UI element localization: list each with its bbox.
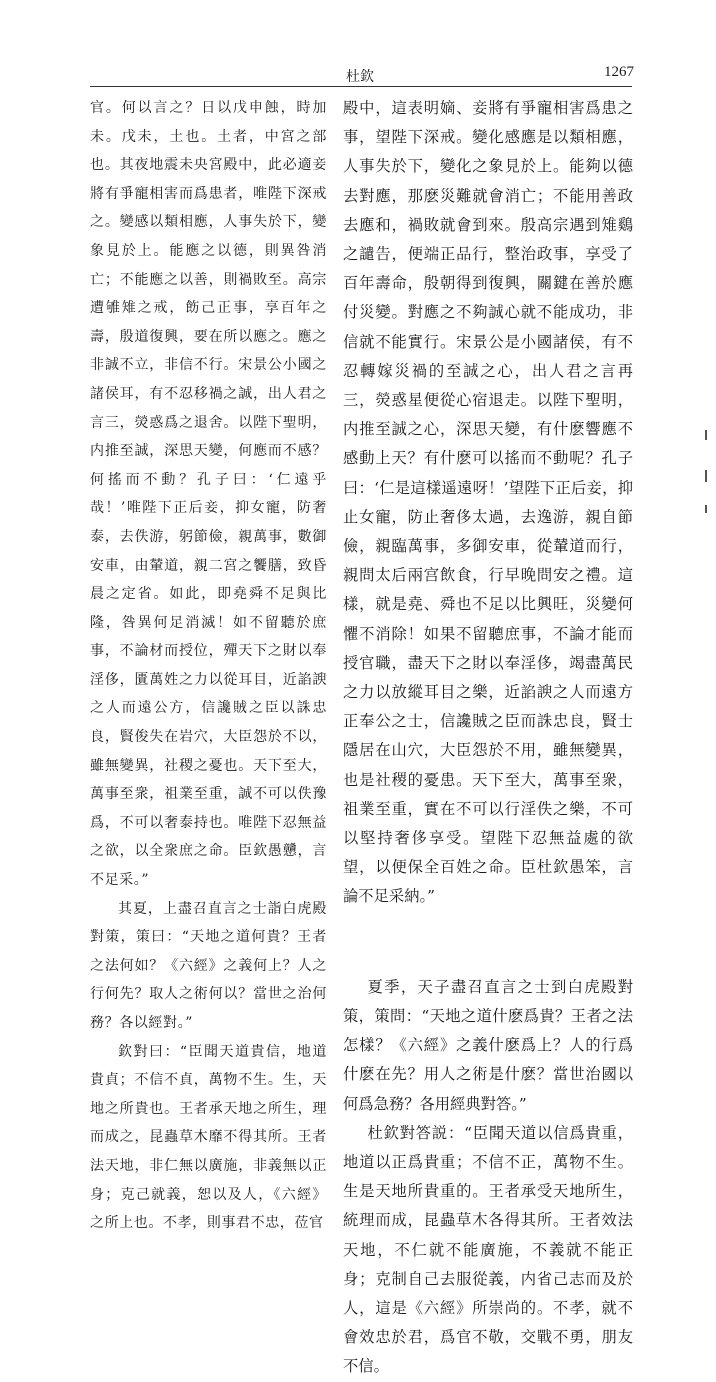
right-paragraph: 杜欽對答説：“臣聞天道以信爲貴重，地道以正爲貴重；不信不正，萬物不生。生是天地所貴重的。王者承受天地所生，統理而成，昆蟲草木各得其所。王者效法天地，不仁就不能廣施，不義就不能正身；克制自己去服從義，内省己志而及於人，這是《六經》所崇尚的。不孝，就不會效忠於君，爲官不敬，交戰不勇，朋友不信。 bbox=[343, 1123, 633, 1376]
right-column-modern-translation bbox=[343, 94, 633, 1382]
margin-mark bbox=[705, 505, 707, 513]
left-paragraph: 官。何以言之？日以戊申蝕，時加未。戊未，土也。土者，中宮之部也。其夜地震未央宮殿中，此必適妾將有爭寵相害而爲患者，唯陛下深戒之。變感以類相應，人事失於下，變象見於上。能應之以德，則異咎消亡；不能應之以善，則禍敗至。高宗遭雊雉之戒，飭己正事，享百年之壽，殷道復興，要在所以應之。應之非誠不立，非信不行。宋景公小國之諸侯耳，有不忍移禍之誠，出人君之言三，熒惑爲之退舍。以陛下聖明，内推至誠，深思天變，何應而不感？何搖而不動？孔子曰：‘仁遠乎哉！’唯陛下正后妾，抑女寵，防奢泰，去佚游，躬節儉，親萬事，數御安車，由輦道，親二宮之饗膳，致昏晨之定省。如此，即堯舜不足與比隆，咎異何足消滅！如不留聽於庶事，不論材而授位，殫天下之財以奉淫侈，匱萬姓之力以從耳目，近諂諛之人而遠公方，信讒賊之臣以誅忠良，賢俊失在岩穴，大臣怨於不以，雖無變異，社稷之憂也。天下至大，萬事至衆，祖業至重，誠不可以佚豫爲，不可以奢泰持也。唯陛下忍無益之欲，以全衆庶之命。臣欽愚戇，言不足采。” bbox=[90, 100, 327, 889]
page-number: 1267 bbox=[604, 64, 634, 80]
header-rule bbox=[90, 86, 632, 87]
right-paragraph: 夏季，天子盡召直言之士到白虎殿對策，策問：“天地之道什麽爲貴？王者之法怎樣？《六經》之義什麽爲上？人的行爲什麽在先？用人之術是什麽？當世治國以何爲急務？各用經典對答。” bbox=[343, 977, 633, 1113]
left-paragraph: 其夏，上盡召直言之士詣白虎殿對策，策曰：“天地之道何貴？王者之法何如？《六經》之義何上？人之行何先？取人之術何以？當世之治何務？各以經對。” bbox=[90, 900, 327, 1031]
margin-mark bbox=[705, 470, 707, 482]
running-head-title: 杜欽 bbox=[346, 69, 374, 85]
left-paragraph: 欽對曰：“臣聞天道貴信，地道貴貞；不信不貞，萬物不生。生，天地之所貴也。王者承天地之所生，理而成之，昆蟲草木靡不得其所。王者法天地，非仁無以廣施，非義無以正身；克己就義，恕以及人，《六經》之所上也。不孝，則事君不忠，莅官 bbox=[90, 1043, 327, 1232]
left-column-classical-text bbox=[90, 94, 327, 1238]
right-paragraph: 殿中，這表明嫡、妾將有爭寵相害爲患之事，望陛下深戒。變化感應是以類相應，人事失於下，變化之象見於上。能夠以德去對應，那麽災難就會消亡；不能用善政去應和，禍敗就會到來。殷高宗遇到雉鷄之譴告，便端正品行，整治政事，享受了百年壽命，殷朝得到復興，關鍵在善於應付災變。對應之不夠誠心就不能成功，非信就不能實行。宋景公是小國諸侯，有不忍轉嫁災禍的至誠之心，出人君之言再三，熒惑星便從心宿退走。以陛下聖明，内推至誠之心，深思天變，有什麽響應不感動上天？有什麽可以搖而不動呢？孔子曰：‘仁是這樣遥遠呀！’望陛下正后妾，抑止女寵，防止奢侈太過，去逸游，親自節儉，親臨萬事，多御安車，從輦道而行，親問太后兩宫飲食，行早晚問安之禮。這樣，就是堯、舜也不足以比興旺，災變何懼不消除！如果不留聽庶事，不論才能而授官職，盡天下之財以奉淫侈，竭盡萬民之力以放縱耳目之樂，近諂諛之人而遠方正奉公之士，信讒賊之臣而誅忠良，賢士隱居在山穴，大臣怨於不用，雖無變異，也是社稷的憂患。天下至大，萬事至衆，祖業至重，實在不可以行淫佚之樂，不可以堅持奢侈享受。望陛下忍無益處的欲望，以便保全百姓之命。臣杜欽愚笨，言論不足采納。” bbox=[343, 99, 633, 906]
margin-mark bbox=[705, 430, 707, 440]
